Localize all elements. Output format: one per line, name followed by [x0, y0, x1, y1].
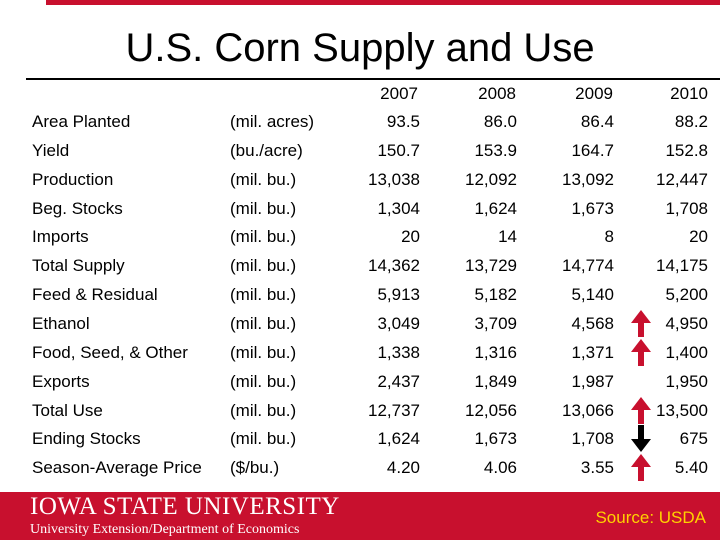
value-cell-2007: 2,437	[377, 371, 420, 391]
row-unit: (mil. bu.)	[230, 400, 297, 420]
row-label: Area Planted	[32, 112, 131, 131]
value-cell-2007: 1,304	[377, 198, 420, 218]
value-cell-2009: 8	[604, 227, 614, 247]
value-cell-2010: 1,708	[665, 198, 708, 218]
value-cell-2008: 13,729	[465, 256, 517, 276]
value-cell-2010: 14,175	[656, 256, 708, 276]
value-cell-2009: 1,371	[571, 342, 614, 362]
year-header-2008: 2008	[478, 84, 516, 103]
top-accent-bar	[0, 0, 720, 14]
row-label: Ethanol	[32, 313, 90, 333]
value-cell-2008: 1,316	[474, 342, 517, 362]
value-cell-2007: 1,338	[377, 342, 420, 362]
value-cell-2007: 20	[401, 227, 420, 247]
table-row	[0, 194, 720, 223]
value-cell-2010: 5,200	[665, 285, 708, 305]
value-cell-2009: 4,568	[571, 313, 614, 333]
source-label: Source: USDA	[595, 508, 706, 527]
value-cell-2007: 12,737	[368, 400, 420, 420]
value-cell-2008: 4.06	[483, 458, 517, 478]
value-cell-2008: 14	[498, 227, 517, 247]
row-unit: (mil. bu.)	[230, 342, 297, 362]
table-row	[0, 453, 720, 482]
row-label: Food, Seed, & Other	[32, 342, 188, 362]
table-row	[0, 280, 720, 309]
value-cell-2009: 86.4	[580, 112, 614, 131]
value-cell-2008: 1,673	[474, 429, 517, 449]
arrow-up-icon	[628, 309, 654, 338]
row-unit: ($/bu.)	[230, 458, 280, 478]
value-cell-2009: 1,673	[571, 198, 614, 218]
value-cell-2010: 152.8	[665, 140, 708, 160]
value-cell-2008: 1,849	[474, 371, 517, 391]
row-label: Production	[32, 169, 114, 189]
row-label: Beg. Stocks	[32, 198, 123, 218]
value-cell-2009: 5,140	[571, 285, 614, 305]
value-cell-2007: 5,913	[377, 285, 420, 305]
arrow-up-icon	[628, 338, 654, 367]
arrow-up-icon	[628, 453, 654, 482]
top-red-stripe	[0, 0, 720, 5]
value-cell-2009: 164.7	[571, 140, 614, 160]
row-label: Season-Average Price	[32, 458, 202, 478]
isu-logo-wordmark: IOWA STATE UNIVERSITY	[30, 493, 340, 520]
value-cell-2009: 1,708	[571, 429, 614, 449]
row-label: Total Supply	[32, 256, 125, 276]
value-cell-2008: 3,709	[474, 313, 517, 333]
year-header-2010: 2010	[670, 84, 708, 103]
value-cell-2007: 3,049	[377, 313, 420, 333]
value-cell-2010: 5.40	[674, 458, 708, 478]
table-row	[0, 107, 720, 136]
value-cell-2007: 150.7	[377, 140, 420, 160]
value-cell-2008: 86.0	[483, 112, 517, 131]
value-cell-2007: 13,038	[368, 169, 420, 189]
row-unit: (mil. bu.)	[230, 198, 297, 218]
row-unit: (mil. acres)	[230, 112, 315, 131]
value-cell-2007: 93.5	[386, 112, 420, 131]
value-cell-2008: 12,056	[465, 400, 517, 420]
row-unit: (mil. bu.)	[230, 429, 297, 449]
row-unit: (mil. bu.)	[230, 313, 297, 333]
year-header-row	[0, 82, 720, 106]
year-header-2007: 2007	[380, 84, 418, 103]
value-cell-2007: 1,624	[377, 429, 420, 449]
value-cell-2010: 4,950	[665, 313, 708, 333]
value-cell-2010: 675	[679, 429, 708, 449]
table-row	[0, 222, 720, 251]
value-cell-2008: 12,092	[465, 169, 517, 189]
value-cell-2009: 13,092	[562, 169, 614, 189]
row-label: Total Use	[32, 400, 103, 420]
table-row	[0, 396, 720, 425]
row-unit: (bu./acre)	[230, 140, 303, 160]
row-label: Ending Stocks	[32, 429, 141, 449]
row-label: Yield	[32, 140, 70, 160]
page-title: U.S. Corn Supply and Use	[125, 26, 595, 70]
value-cell-2010: 12,447	[656, 169, 708, 189]
value-cell-2008: 153.9	[474, 140, 517, 160]
row-unit: (mil. bu.)	[230, 169, 297, 189]
value-cell-2010: 13,500	[656, 400, 708, 420]
arrow-down-icon	[628, 424, 654, 453]
year-header-2009: 2009	[575, 84, 613, 103]
value-cell-2008: 5,182	[474, 285, 517, 305]
table-row	[0, 251, 720, 280]
row-unit: (mil. bu.)	[230, 285, 297, 305]
row-unit: (mil. bu.)	[230, 371, 297, 391]
row-unit: (mil. bu.)	[230, 256, 297, 276]
value-cell-2010: 1,400	[665, 342, 708, 362]
table-row	[0, 165, 720, 194]
arrow-up-icon	[628, 396, 654, 425]
value-cell-2007: 4.20	[386, 458, 420, 478]
value-cell-2009: 1,987	[571, 371, 614, 391]
row-label: Exports	[32, 371, 90, 391]
value-cell-2010: 88.2	[674, 112, 708, 131]
row-label: Feed & Residual	[32, 285, 158, 305]
value-cell-2010: 1,950	[665, 371, 708, 391]
value-cell-2007: 14,362	[368, 256, 420, 276]
table-row	[0, 136, 720, 165]
value-cell-2009: 3.55	[580, 458, 614, 478]
table-row	[0, 309, 720, 338]
row-unit: (mil. bu.)	[230, 227, 297, 247]
header-rule	[26, 78, 720, 80]
value-cell-2010: 20	[689, 227, 708, 247]
row-label: Imports	[32, 227, 89, 247]
table-row	[0, 367, 720, 396]
footer-subline: University Extension/Department of Economics	[30, 522, 300, 537]
value-cell-2009: 14,774	[562, 256, 614, 276]
value-cell-2009: 13,066	[562, 400, 614, 420]
table-row	[0, 338, 720, 367]
table-row	[0, 424, 720, 453]
value-cell-2008: 1,624	[474, 198, 517, 218]
